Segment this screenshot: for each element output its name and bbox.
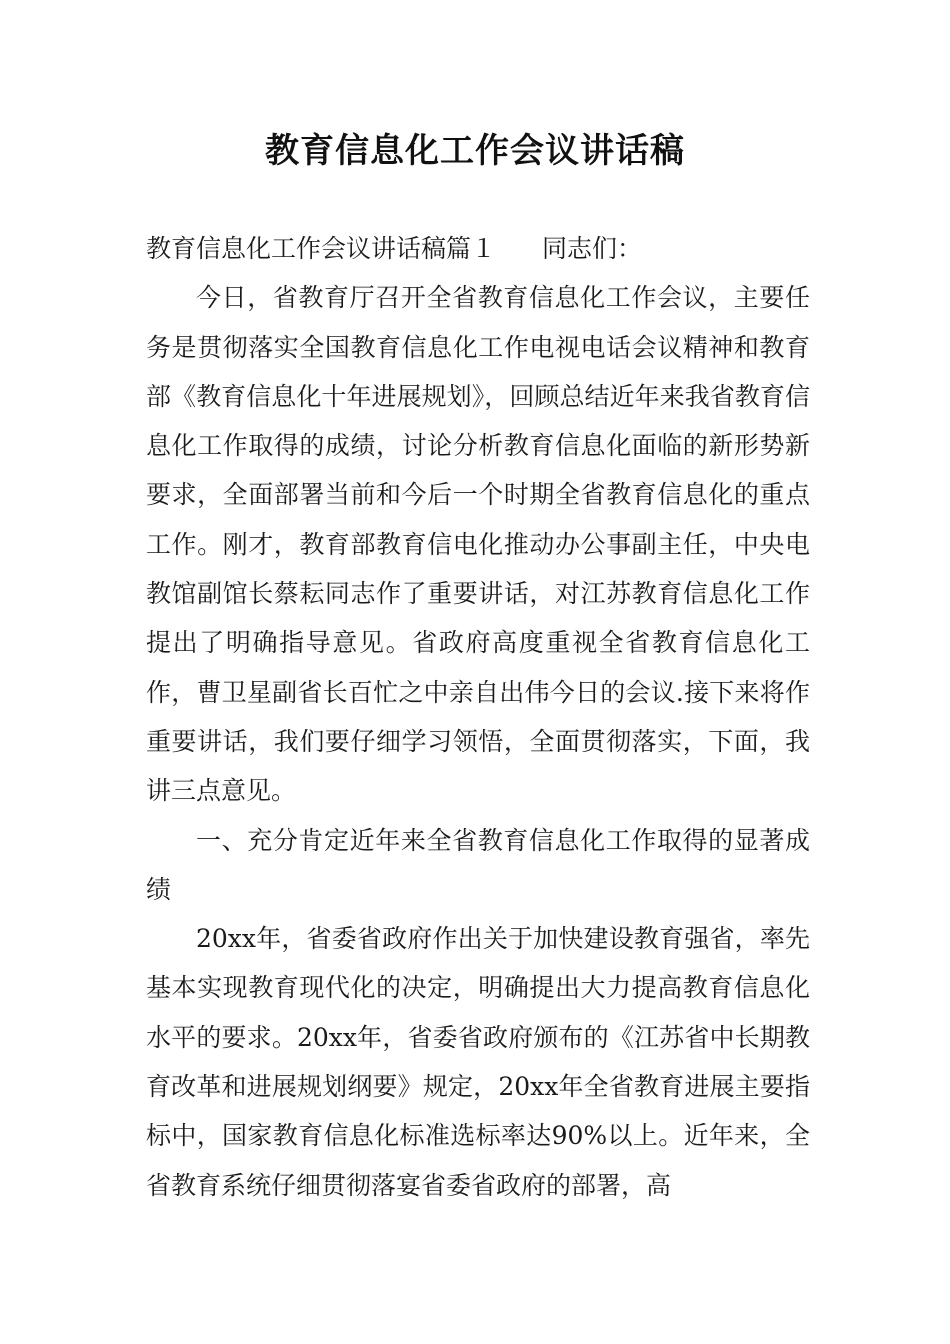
- lead-line: [146, 224, 810, 273]
- salutation: 同志们：: [542, 234, 643, 263]
- section-label: 教育信息化工作会议讲话稿篇１: [146, 234, 497, 263]
- section-heading-one: 一、充分肯定近年来全省教育信息化工作取得的显著成绩: [146, 825, 810, 904]
- document-body: [146, 224, 810, 1210]
- document-title: 教育信息化工作会议讲话稿: [265, 131, 685, 171]
- body-paragraph: 20xx年，省委省政府作出关于加快建设教育强省，率先基本实现教育现代化的决定，明确提出大力提高教育信息化水平的要求。20xx年，省委省政府颁布的《江苏省中长期教育改革和进展规划纲要》规定，20xx年全省教育进展主要指标中，国家教育信息化标准选标率达90%以上。近年来，全省教育系统仔细贯彻落宴省委省政府的部署，高: [146, 924, 810, 1200]
- opening-paragraph: 今日，省教育厅召开全省教育信息化工作会议，主要任务是贯彻落实全国教育信息化工作电视电话会议精神和教育部《教育信息化十年进展规划》，回顾总结近年来我省教育信息化工作取得的成绩，讨论分析教育信息化面临的新形势新要求，全面部署当前和今后一个时期全省教育信息化的重点工作。刚才，教育部教育信电化推动办公事副主任，中央电教馆副馆长蔡耘同志作了重要讲话，对江苏教育信息化工作提出了明确指导意见。省政府高度重视全省教育信息化工作，曹卫星副省长百忙之中亲自出伟今日的会议.接下来将作重要讲话，我们要仔细学习领悟，全面贯彻落实，下面，我讲三点意见。: [146, 283, 810, 806]
